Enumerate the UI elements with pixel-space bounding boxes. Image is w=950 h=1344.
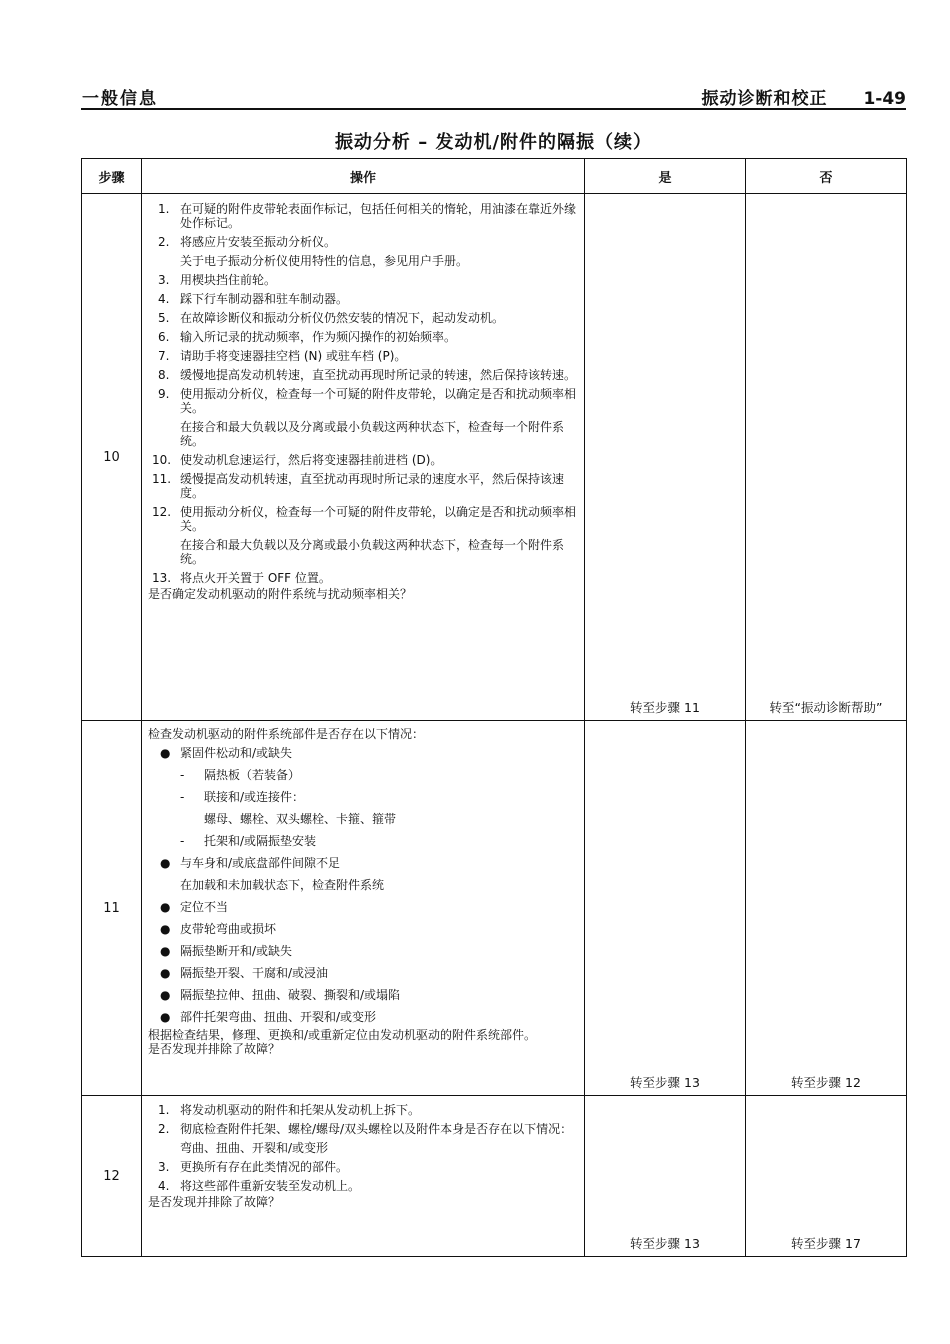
conclusion-text: 根据检查结果，修理、更换和/或重新定位由发动机驱动的附件系统部件。 bbox=[148, 1028, 537, 1042]
list-item: 2. 将感应片安装至振动分析仪。 bbox=[158, 235, 337, 249]
step-number: 11 bbox=[82, 721, 142, 1096]
note-text: 在接合和最大负载以及分离或最小负载这两种状态下，检查每一个附件系统。 bbox=[180, 538, 565, 566]
action-cell bbox=[142, 721, 585, 1096]
no-result: 转至步骤 12 bbox=[746, 721, 907, 1096]
action-cell bbox=[142, 194, 585, 721]
chapter-title: 振动诊断和校正 bbox=[701, 89, 828, 109]
bullet-item: ● 部件托架弯曲、扭曲、开裂和/或变形 bbox=[160, 1010, 377, 1024]
bullet-item: ● 隔振垫开裂、干腐和/或浸油 bbox=[160, 966, 329, 980]
list-item: 2. 彻底检查附件托架、螺栓/螺母/双头螺栓以及附件本身是否存在以下情况： bbox=[158, 1122, 573, 1136]
bullet-item: ● 与车身和/或底盘部件间隙不足 bbox=[160, 856, 341, 870]
sub-item: - 托架和/或隔振垫安装 bbox=[180, 834, 317, 848]
note-text: 弯曲、扭曲、开裂和/或变形 bbox=[180, 1141, 329, 1155]
column-header-yes: 是 bbox=[585, 159, 746, 194]
table-header-row bbox=[82, 159, 907, 194]
bullet-item: ● 皮带轮弯曲或损坏 bbox=[160, 922, 277, 936]
column-header-action: 操作 bbox=[142, 159, 585, 194]
note-text: 在接合和最大负载以及分离或最小负载这两种状态下，检查每一个附件系统。 bbox=[180, 420, 565, 448]
step-number: 10 bbox=[82, 194, 142, 721]
bullet-item: ● 隔振垫拉伸、扭曲、破裂、撕裂和/或塌陷 bbox=[160, 988, 401, 1002]
intro-text: 检查发动机驱动的附件系统部件是否存在以下情况： bbox=[148, 727, 425, 741]
bullet-item: ● 定位不当 bbox=[160, 900, 229, 914]
page-title: 振动分析 – 发动机/附件的隔振（续） bbox=[334, 132, 653, 153]
list-item: 7. 请助手将变速器挂空档 (N) 或驻车档 (P)。 bbox=[158, 349, 407, 363]
step-number: 12 bbox=[82, 1096, 142, 1257]
list-item: 12. 使用振动分析仪，检查每一个可疑的附件皮带轮，以确定是否和扰动频率相关。 bbox=[152, 505, 577, 533]
list-item: 4. 将这些部件重新安装至发动机上。 bbox=[158, 1179, 361, 1193]
bullet-item: ● 隔振垫断开和/或缺失 bbox=[160, 944, 293, 958]
chapter-header bbox=[701, 84, 906, 109]
yes-result: 转至步骤 13 bbox=[585, 721, 746, 1096]
note-text: 关于电子振动分析仪使用特性的信息，参见用户手册。 bbox=[180, 254, 469, 268]
list-item: 1. 在可疑的附件皮带轮表面作标记，包括任何相关的惰轮，用油漆在靠近外缘处作标记。 bbox=[158, 202, 577, 230]
list-item: 10. 使发动机怠速运行，然后将变速器挂前进档 (D)。 bbox=[152, 453, 443, 467]
no-result: 转至“振动诊断帮助” bbox=[746, 194, 907, 721]
list-item: 8. 缓慢地提高发动机转速，直至扰动再现时所记录的转速，然后保持该转速。 bbox=[158, 368, 577, 382]
table-row-step-10 bbox=[82, 194, 907, 721]
list-item: 13. 将点火开关置于 OFF 位置。 bbox=[152, 571, 331, 585]
yes-result: 转至步骤 11 bbox=[585, 194, 746, 721]
list-item: 4. 踩下行车制动器和驻车制动器。 bbox=[158, 292, 349, 306]
header-divider bbox=[81, 108, 906, 110]
note-text: 在加载和未加载状态下，检查附件系统 bbox=[180, 878, 385, 892]
list-item: 9. 使用振动分析仪，检查每一个可疑的附件皮带轮，以确定是否和扰动频率相关。 bbox=[158, 387, 577, 415]
bullet-item: ● 紧固件松动和/或缺失 bbox=[160, 746, 293, 760]
list-item: 6. 输入所记录的扰动频率，作为频闪操作的初始频率。 bbox=[158, 330, 457, 344]
question-text: 是否发现并排除了故障？ bbox=[148, 1042, 281, 1056]
list-item: 3. 用楔块挡住前轮。 bbox=[158, 273, 277, 287]
yes-result: 转至步骤 13 bbox=[585, 1096, 746, 1257]
list-item: 1. 将发动机驱动的附件和托架从发动机上拆下。 bbox=[158, 1103, 421, 1117]
column-header-no: 否 bbox=[746, 159, 907, 194]
table-row-step-11 bbox=[82, 721, 907, 1096]
list-item: 5. 在故障诊断仪和振动分析仪仍然安装的情况下，起动发动机。 bbox=[158, 311, 505, 325]
diagnostic-table bbox=[81, 158, 907, 1257]
action-cell bbox=[142, 1096, 585, 1257]
list-item: 11. 缓慢提高发动机转速，直至扰动再现时所记录的速度水平，然后保持该速度。 bbox=[152, 472, 565, 500]
no-result: 转至步骤 17 bbox=[746, 1096, 907, 1257]
sub-item: - 联接和/或连接件： bbox=[180, 790, 305, 804]
section-title: 一般信息 bbox=[82, 89, 158, 109]
question-text: 是否确定发动机驱动的附件系统与扰动频率相关？ bbox=[148, 587, 413, 601]
column-header-step: 步骤 bbox=[82, 159, 142, 194]
list-item: 3. 更换所有存在此类情况的部件。 bbox=[158, 1160, 349, 1174]
page-number: 1-49 bbox=[863, 89, 906, 109]
sub-item: - 隔热板（若装备） bbox=[180, 768, 301, 782]
table-row-step-12 bbox=[82, 1096, 907, 1257]
sub-detail-text: 螺母、螺栓、双头螺栓、卡箍、箍带 bbox=[204, 812, 397, 826]
question-text: 是否发现并排除了故障？ bbox=[148, 1195, 281, 1209]
